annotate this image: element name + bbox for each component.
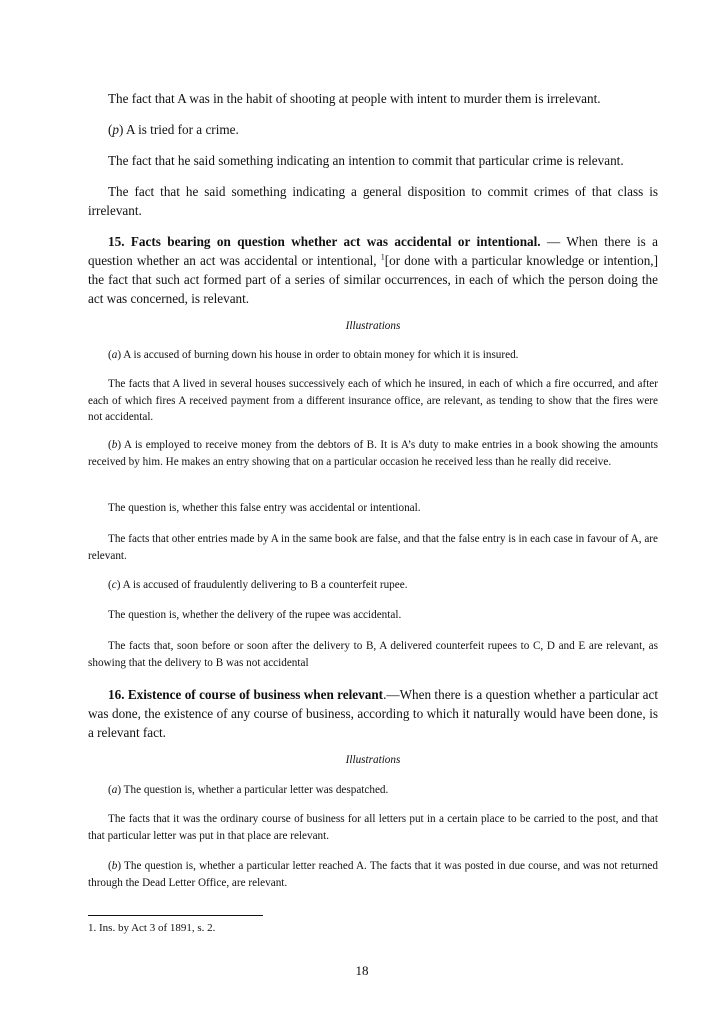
paragraph-habit-shooting: The fact that A was in the habit of shooting at people with intent to murder them is irrelevant. [108,91,601,106]
footnote: 1. Ins. by Act 3 of 1891, s. 2. [88,922,216,934]
illustration-a-facts: The facts that A lived in several houses successively each of which he insured, in each of which a fire occurred, and after each of which fires A received payment from a different insurance office, are relevant, as tending to show that the fires were not accidental. [88,378,658,423]
paragraph-intention-relevant: The fact that he said something indicating an intention to commit that particular crime is relevant. [108,153,624,168]
illustrations-heading: Illustrations [345,320,401,332]
illustration-2-a-facts: The facts that it was the ordinary course of business for all letters put in a certain place to be carried to the post, and that that particular letter was put in that place are relevant. [88,813,658,842]
illustration-c: (c) A is accused of fraudulently delivering to B a counterfeit rupee. [108,579,408,591]
section-15: 15. Facts bearing on question whether act was accidental or intentional. — When there is a question whether an act was accidental or intentional, $^1$[or done with a particular knowledge or intention,] the fact that such act formed part of a series of similar occurrences, in each of which the person doing the act was concerned, is relevant. [88,234,658,306]
footnote-divider [88,915,263,916]
illustration-c-facts: The facts that, soon before or soon after the delivery to B, A delivered counterfeit rupees to C, D and E are relevant, as showing that the delivery to B was not accidental [88,640,658,669]
illustrations-heading-2: Illustrations [345,754,401,766]
illustration-label: p [112,122,119,137]
page-number: 18 [355,963,369,978]
paragraph-disposition-irrelevant: The fact that he said something indicating a general disposition to commit crimes of that class is irrelevant. [88,184,658,218]
illustration-b-question: The question is, whether this false entry was accidental or intentional. [108,502,421,514]
footnote-marker: 1 [380,252,385,262]
illustration-2-a: (a) The question is, whether a particular letter was despatched. [108,784,389,796]
illustration-p: (p) A is tried for a crime. [108,122,239,137]
illustration-2-b: (b) The question is, whether a particular letter reached A. The facts that it was posted in due course, and was not returned through the Dead Letter Office, are relevant. [88,860,658,889]
illustration-a: (a) A is accused of burning down his house in order to obtain money for which it is insured. [108,349,519,361]
section-16: 16. Existence of course of business when relevant.—When there is a question whether a particular act was done, the existence of any course of business, according to which it naturally would have been done, is a relevant fact. [88,687,659,740]
section-15-heading: 15. Facts bearing on question whether act was accidental or intentional. [108,234,541,249]
illustration-c-question: The question is, whether the delivery of the rupee was accidental. [108,609,402,621]
illustration-b: (b) A is employed to receive money from the debtors of B. It is A’s duty to make entries in a book showing the amounts received by him. He makes an entry showing that on a particular occasion he received less than he really did receive. [88,439,658,468]
illustration-b-facts: The facts that other entries made by A in the same book are false, and that the false entry is in each case in favour of A, are relevant. [88,533,658,562]
section-16-heading: 16. Existence of course of business when relevant [108,687,384,702]
